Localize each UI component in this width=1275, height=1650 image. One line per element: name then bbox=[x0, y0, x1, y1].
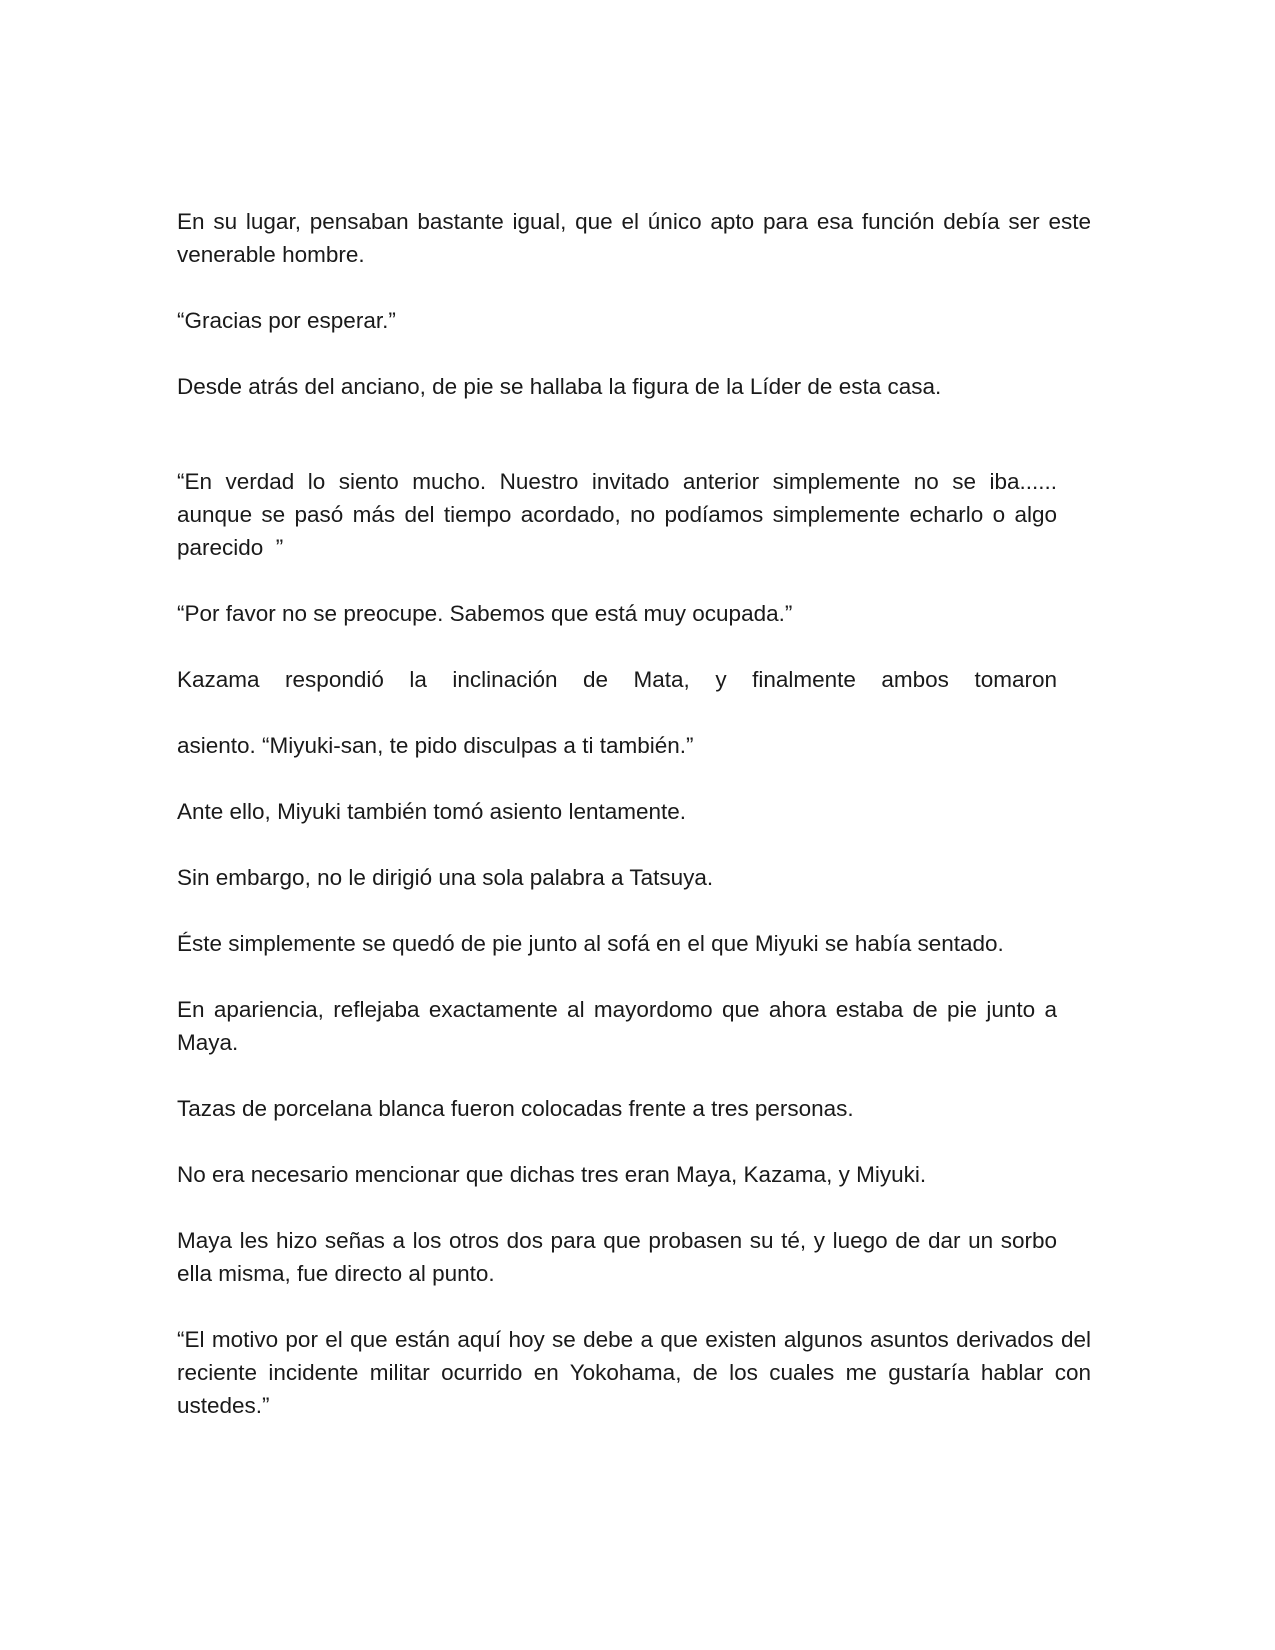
paragraph: Ante ello, Miyuki también tomó asiento lentamente. bbox=[177, 799, 687, 824]
paragraph: En su lugar, pensaban bastante igual, que el único apto para esa función debía ser este venerable hombre. bbox=[177, 209, 1098, 267]
paragraph: “Por favor no se preocupe. Sabemos que está muy ocupada.” bbox=[177, 601, 793, 626]
paragraph: Kazama respondió la inclinación de Mata, y finalmente ambos tomaron bbox=[177, 667, 1057, 692]
paragraph: No era necesario mencionar que dichas tres eran Maya, Kazama, y Miyuki. bbox=[177, 1162, 927, 1187]
paragraph: Sin embargo, no le dirigió una sola palabra a Tatsuya. bbox=[177, 865, 714, 890]
paragraph: En apariencia, reflejaba exactamente al mayordomo que ahora estaba de pie junto a Maya. bbox=[177, 997, 1064, 1055]
document-body bbox=[177, 205, 1098, 1422]
paragraph: Éste simplemente se quedó de pie junto al sofá en el que Miyuki se había sentado. bbox=[177, 931, 1004, 956]
paragraph: “Gracias por esperar.” bbox=[177, 308, 396, 333]
paragraph: Tazas de porcelana blanca fueron colocadas frente a tres personas. bbox=[177, 1096, 854, 1121]
paragraph: Maya les hizo señas a los otros dos para que probasen su té, y luego de dar un sorbo ella misma, fue directo al punto. bbox=[177, 1228, 1064, 1286]
paragraph: asiento. “Miyuki-san, te pido disculpas a ti también.” bbox=[177, 733, 694, 758]
paragraph: “El motivo por el que están aquí hoy se debe a que existen algunos asuntos derivados del reciente incidente militar ocurrido en Yokohama, de los cuales me gustaría hablar con ustedes.” bbox=[177, 1327, 1098, 1418]
paragraph: “En verdad lo siento mucho. Nuestro invitado anterior simplemente no se iba...... aunque se pasó más del tiempo acordado, no podíamos simplemente echarlo o algo parecido ” bbox=[177, 469, 1064, 560]
paragraph: Desde atrás del anciano, de pie se hallaba la figura de la Líder de esta casa. bbox=[177, 374, 942, 399]
